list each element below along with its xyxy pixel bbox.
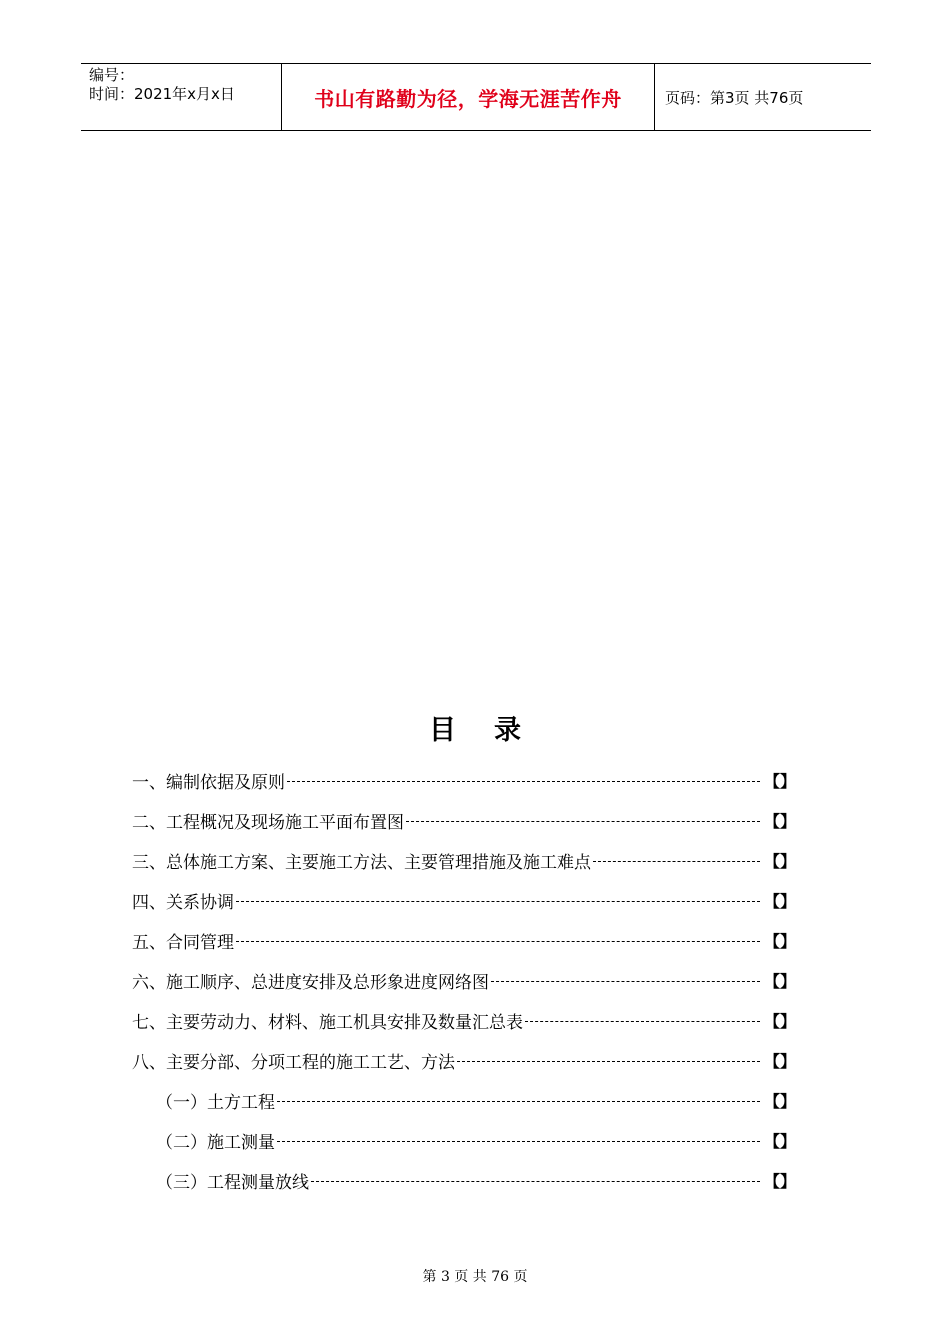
header-meta-cell <box>81 64 282 130</box>
toc-entry[interactable] <box>132 800 796 840</box>
toc-entry-label: 七、主要劳动力、材料、施工机具安排及数量汇总表 <box>132 1012 523 1033</box>
toc-entry-page: 【】 <box>763 811 796 831</box>
toc-entry-label: 八、主要分部、分项工程的施工工艺、方法 <box>132 1052 455 1073</box>
toc-entry-label: 五、合同管理 <box>132 932 234 953</box>
toc-subentry[interactable] <box>132 1120 796 1160</box>
toc-leader-line <box>525 1021 760 1022</box>
toc-subentry[interactable] <box>132 1160 796 1200</box>
toc-entry-label: 四、关系协调 <box>132 892 234 913</box>
document-header <box>81 63 871 131</box>
document-date-label: 时间：2021年x月x日 <box>89 85 235 103</box>
toc-entry[interactable] <box>132 1040 796 1080</box>
toc-entry[interactable] <box>132 840 796 880</box>
toc-leader-line <box>406 821 760 822</box>
header-page-cell <box>655 64 871 130</box>
toc-entry-label: 二、工程概况及现场施工平面布置图 <box>132 812 404 833</box>
toc-subentry[interactable] <box>132 1080 796 1120</box>
toc-entry-label: 三、总体施工方案、主要施工方法、主要管理措施及施工难点 <box>132 852 591 873</box>
toc-leader-line <box>236 941 760 942</box>
toc-entry[interactable] <box>132 760 796 800</box>
toc-leader-line <box>311 1181 760 1182</box>
toc-leader-line <box>491 981 760 982</box>
toc-entry-label: （一）土方工程 <box>156 1092 275 1113</box>
toc-entry[interactable] <box>132 880 796 920</box>
toc-entry-label: （二）施工测量 <box>156 1132 275 1153</box>
toc-leader-line <box>287 781 760 782</box>
toc-leader-line <box>277 1141 760 1142</box>
toc-entry-page: 【】 <box>763 1051 796 1071</box>
toc-entry-page: 【】 <box>763 851 796 871</box>
header-motto-cell <box>282 64 655 130</box>
toc-entry-page: 【】 <box>763 1091 796 1111</box>
toc-title: 目录 <box>429 715 559 746</box>
toc-entry-page: 【】 <box>763 1011 796 1031</box>
toc-leader-line <box>277 1101 760 1102</box>
toc-entry-label: 一、编制依据及原则 <box>132 772 285 793</box>
toc-entry-page: 【】 <box>763 771 796 791</box>
table-of-contents <box>132 760 796 1200</box>
toc-entry-label: 六、施工顺序、总进度安排及总形象进度网络图 <box>132 972 489 993</box>
toc-entry-label: （三）工程测量放线 <box>156 1172 309 1193</box>
toc-leader-line <box>457 1061 760 1062</box>
toc-entry-page: 【】 <box>763 1171 796 1191</box>
toc-entry-page: 【】 <box>763 971 796 991</box>
toc-entry-page: 【】 <box>763 1131 796 1151</box>
toc-entry[interactable] <box>132 960 796 1000</box>
toc-leader-line <box>593 861 760 862</box>
toc-entry[interactable] <box>132 920 796 960</box>
page-footer: 第 3 页 共 76 页 <box>422 1269 528 1285</box>
document-number-label: 编号： <box>89 66 135 84</box>
toc-entry-page: 【】 <box>763 891 796 911</box>
header-motto: 书山有路勤为径，学海无涯苦作舟 <box>314 86 622 111</box>
toc-entry[interactable] <box>132 1000 796 1040</box>
toc-entry-page: 【】 <box>763 931 796 951</box>
header-page-info: 页码：第3页 共76页 <box>665 88 804 107</box>
toc-leader-line <box>236 901 760 902</box>
